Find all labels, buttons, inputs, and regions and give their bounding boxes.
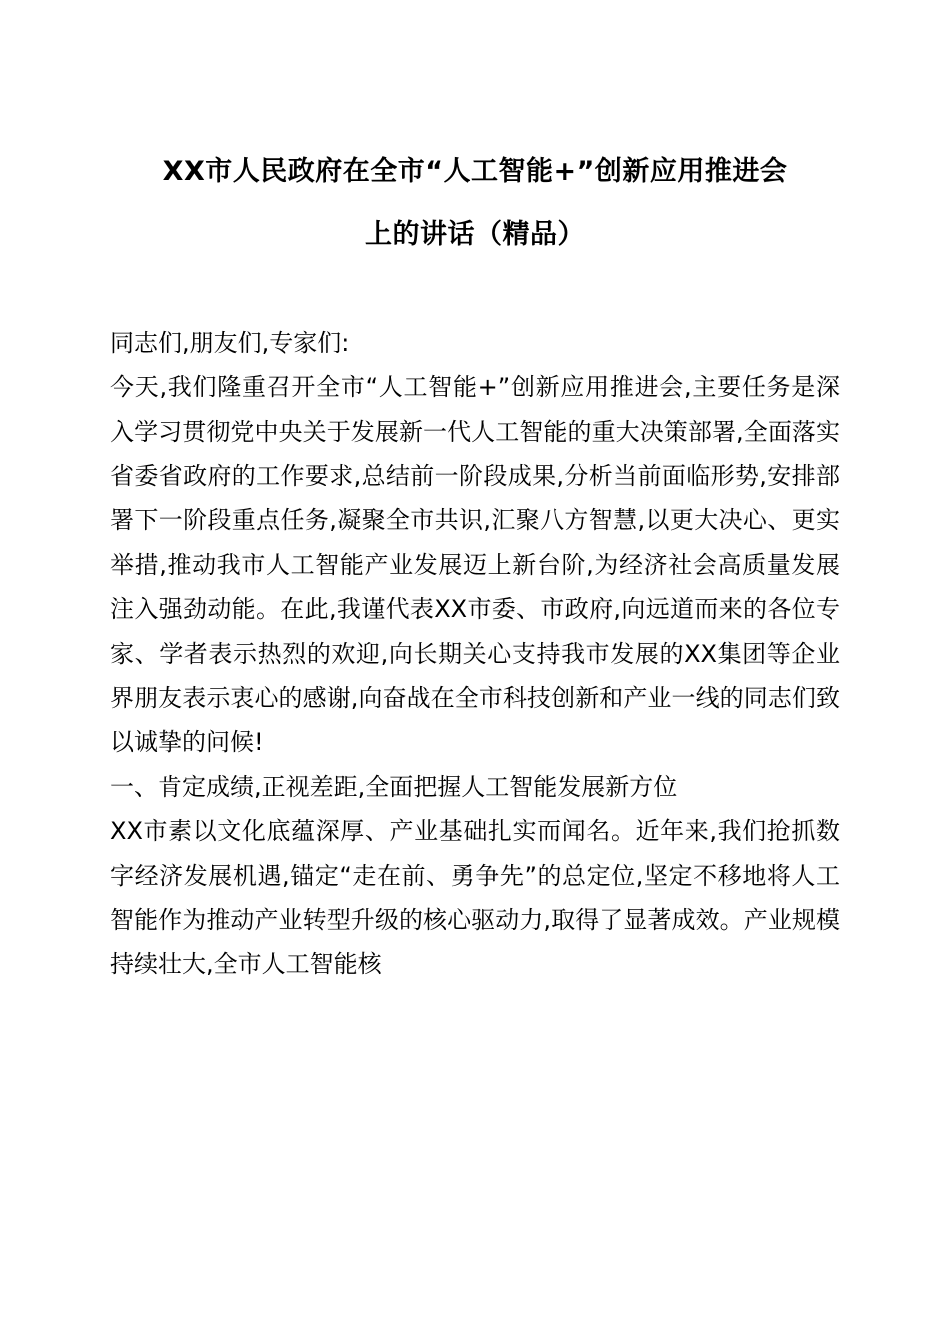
page-title [110, 140, 840, 267]
document-body [110, 321, 840, 987]
opening-paragraph: 今天,我们隆重召开全市“人工智能+”创新应用推进会,主要任务是深入学习贯彻党中央关于发展新一代人工智能的重大决策部署,全面落实省委省政府的工作要求,总结前一阶段成果,分析当前面临形势,安排部署下一阶段重点任务,凝聚全市共识,汇聚八方智慧,以更大决心、更实举措,推动我市人工智能产业发展迈上新台阶,为经济社会高质量发展注入强劲动能。在此,我谨代表XX市委、市政府,向远道而来的各位专家、学者表示热烈的欢迎,向长期关心支持我市发展的XX集团等企业界朋友表示衷心的感谢,向奋战在全市科技创新和产业一线的同志们致以诚挚的问候! [110, 373, 840, 757]
title-line-1: XX市人民政府在全市“人工智能+”创新应用推进会 [162, 156, 788, 187]
section-one-body: XX市素以文化底蕴深厚、产业基础扎实而闻名。近年来,我们抢抓数字经济发展机遇,锚定“走在前、勇争先”的总定位,坚定不移地将人工智能作为推动产业转型升级的核心驱动力,取得了显著成效。产业规模持续壮大,全市人工智能核 [110, 817, 840, 979]
section-heading-one: 一、肯定成绩,正视差距,全面把握人工智能发展新方位 [110, 772, 678, 801]
salutation: 同志们,朋友们,专家们: [110, 328, 350, 357]
title-line-2: 上的讲话（精品） [365, 219, 585, 251]
